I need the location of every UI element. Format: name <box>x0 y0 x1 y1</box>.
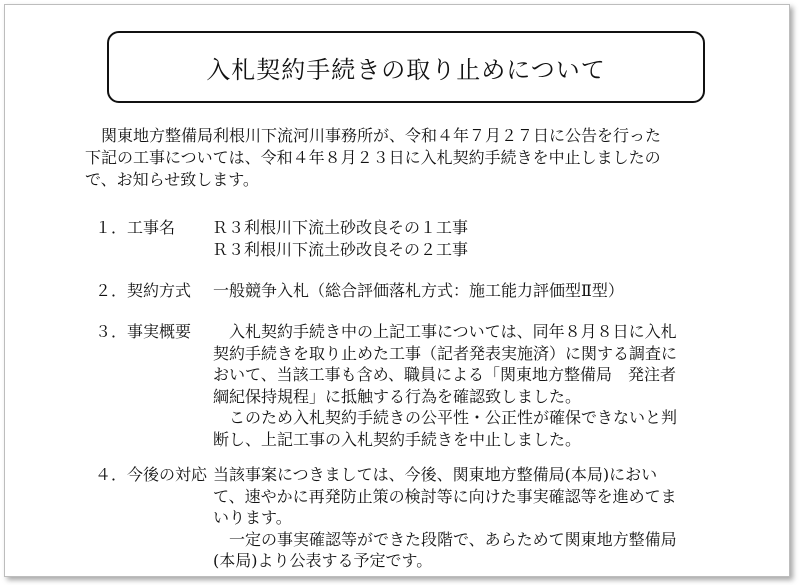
section-body <box>213 464 677 572</box>
section-heading: １．工事名 <box>95 218 176 237</box>
intro-paragraph <box>85 125 745 191</box>
section-line: 契約手続きを取り止めた工事（記者発表実施済）に関する調査に <box>213 343 678 363</box>
intro-line: で、お知らせ致します。 <box>85 170 259 189</box>
section-heading: ４．今後の対応 <box>95 465 208 484</box>
section-line: おいて、当該工事も含め、職員による「関東地方整備局 発注者 <box>213 365 677 384</box>
document-title: 入札契約手続きの取り止めについて <box>206 55 606 84</box>
section-line: 綱紀保持規程」に抵触する行為を確認致しました。 <box>213 386 582 406</box>
section-line: Ｒ３利根川下流土砂改良その２工事 <box>212 239 469 259</box>
section-heading: ２．契約方式 <box>95 281 192 300</box>
section-line: Ｒ３利根川下流土砂改良その１工事 <box>212 218 469 237</box>
intro-line: 関東地方整備局利根川下流河川事務所が、令和４年７月２７日に公告を行った <box>85 126 662 145</box>
title-box <box>107 31 705 103</box>
section-line: 断し、上記工事の入札契約手続きを中止しました。 <box>213 429 582 449</box>
section-line: 当該事案につきましては、今後、関東地方整備局(本局)におい <box>213 465 658 484</box>
section-line: 一定の事実確認等ができた段階で、あらためて関東地方整備局 <box>213 529 677 549</box>
section-body <box>212 217 468 260</box>
intro-line: 下記の工事については、令和４年８月２３日に入札契約手続きを中止しましたの <box>85 148 661 167</box>
section-line: (本局)より公表する予定です。 <box>213 551 433 570</box>
section-body <box>213 321 677 450</box>
section-heading: ３．事実概要 <box>95 322 192 341</box>
section-body <box>213 280 624 302</box>
section-line: いります。 <box>213 508 292 527</box>
document-page <box>4 4 790 577</box>
section-line: このため入札契約手続きの公平性・公正性が確保できないと判 <box>213 408 678 427</box>
section-line: 一般競争入札（総合評価落札方式：施工能力評価型Ⅱ型） <box>213 281 624 300</box>
section-line: て、速やかに再発防止策の検討等に向けた事実確認等を進めてま <box>213 486 677 506</box>
section-line: 入札契約手続き中の上記工事については、同年８月８日に入札 <box>213 322 677 341</box>
